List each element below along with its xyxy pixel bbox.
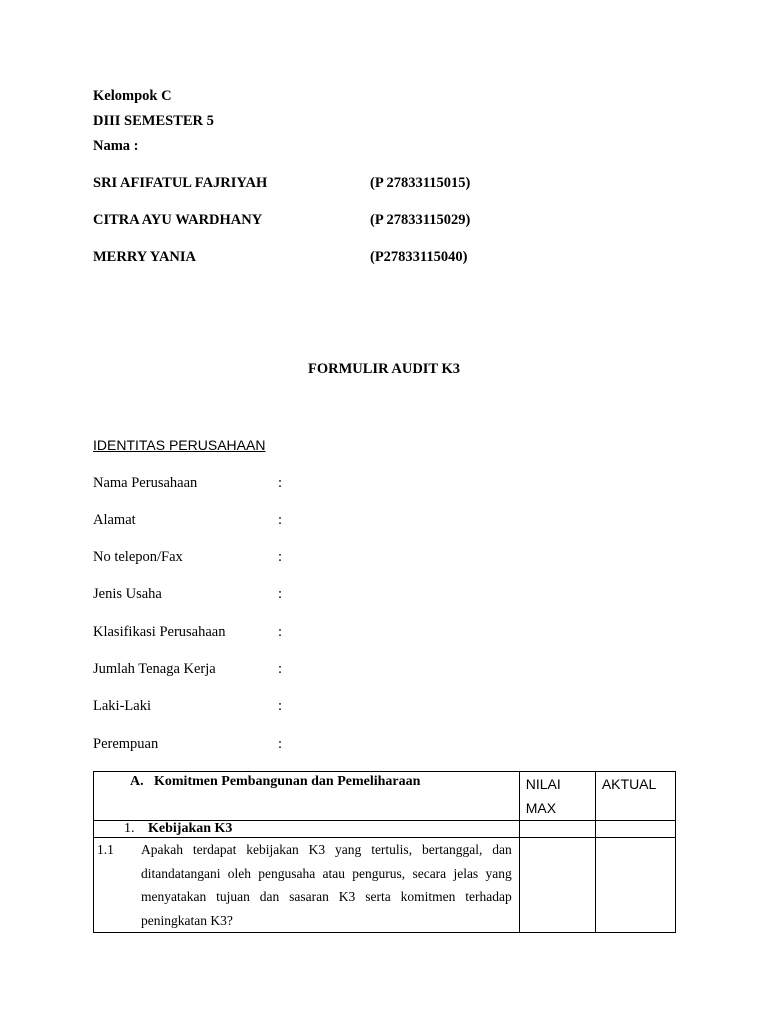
field-label: Klasifikasi Perusahaan: [93, 624, 226, 640]
field-label: Laki-Laki: [93, 698, 151, 714]
field-separator: :: [278, 586, 283, 602]
member-name: CITRA AYU WARDHANY: [93, 212, 263, 228]
field-separator: :: [278, 661, 283, 677]
field-separator: :: [278, 698, 283, 714]
table-row: [94, 821, 676, 838]
section-title: Komitmen Pembangunan dan Pemeliharaan: [154, 774, 421, 789]
subsection-cell: [94, 821, 520, 838]
group-label: Kelompok C: [93, 88, 172, 104]
nilai-header-line: NILAI: [525, 776, 561, 792]
nilai-max-cell: [519, 838, 595, 933]
question-number: 1.1: [97, 842, 114, 857]
member-name: SRI AFIFATUL FAJRIYAH: [93, 175, 268, 191]
field-separator: :: [278, 512, 283, 528]
member-id: (P27833115040): [370, 249, 468, 265]
table-header-row: [94, 772, 676, 821]
field-separator: :: [278, 736, 283, 752]
subsection-number: 1.: [124, 821, 135, 836]
member-id: (P 27833115029): [370, 212, 471, 228]
subsection-title: Kebijakan K3: [148, 821, 233, 836]
field-label: Alamat: [93, 512, 136, 528]
aktual-cell: [595, 838, 675, 933]
field-separator: :: [278, 624, 283, 640]
identity-heading: IDENTITAS PERUSAHAAN: [93, 437, 266, 453]
member-id: (P 27833115015): [370, 175, 471, 191]
audit-table: [93, 771, 676, 933]
form-title: FORMULIR AUDIT K3: [308, 361, 460, 377]
field-separator: :: [278, 549, 283, 565]
question-cell: [94, 838, 520, 933]
field-label: No telepon/Fax: [93, 549, 183, 565]
member-name: MERRY YANIA: [93, 249, 197, 265]
max-header-line: MAX: [525, 800, 557, 816]
nilai-max-header: [519, 772, 595, 821]
question-text: Apakah terdapat kebijakan K3 yang tertulis, bertanggal, dan ditandatangani oleh pengusaha atau pengurus, secara jelas yang menyatakan tujuan dan sasaran K3 serta komitmen terhadap peningkatan K3?: [141, 842, 512, 928]
table-row: [94, 838, 676, 933]
aktual-cell: [595, 821, 675, 838]
field-label: Nama Perusahaan: [93, 475, 198, 491]
nilai-max-cell: [519, 821, 595, 838]
names-label: Nama :: [93, 138, 139, 154]
field-label: Perempuan: [93, 736, 159, 752]
field-label: Jenis Usaha: [93, 586, 162, 602]
aktual-header: AKTUAL: [595, 772, 675, 821]
field-label: Jumlah Tenaga Kerja: [93, 661, 216, 677]
class-label: DIII SEMESTER 5: [93, 113, 214, 129]
field-separator: :: [278, 475, 283, 491]
section-letter: A.: [130, 774, 144, 789]
section-header-cell: [94, 772, 520, 821]
